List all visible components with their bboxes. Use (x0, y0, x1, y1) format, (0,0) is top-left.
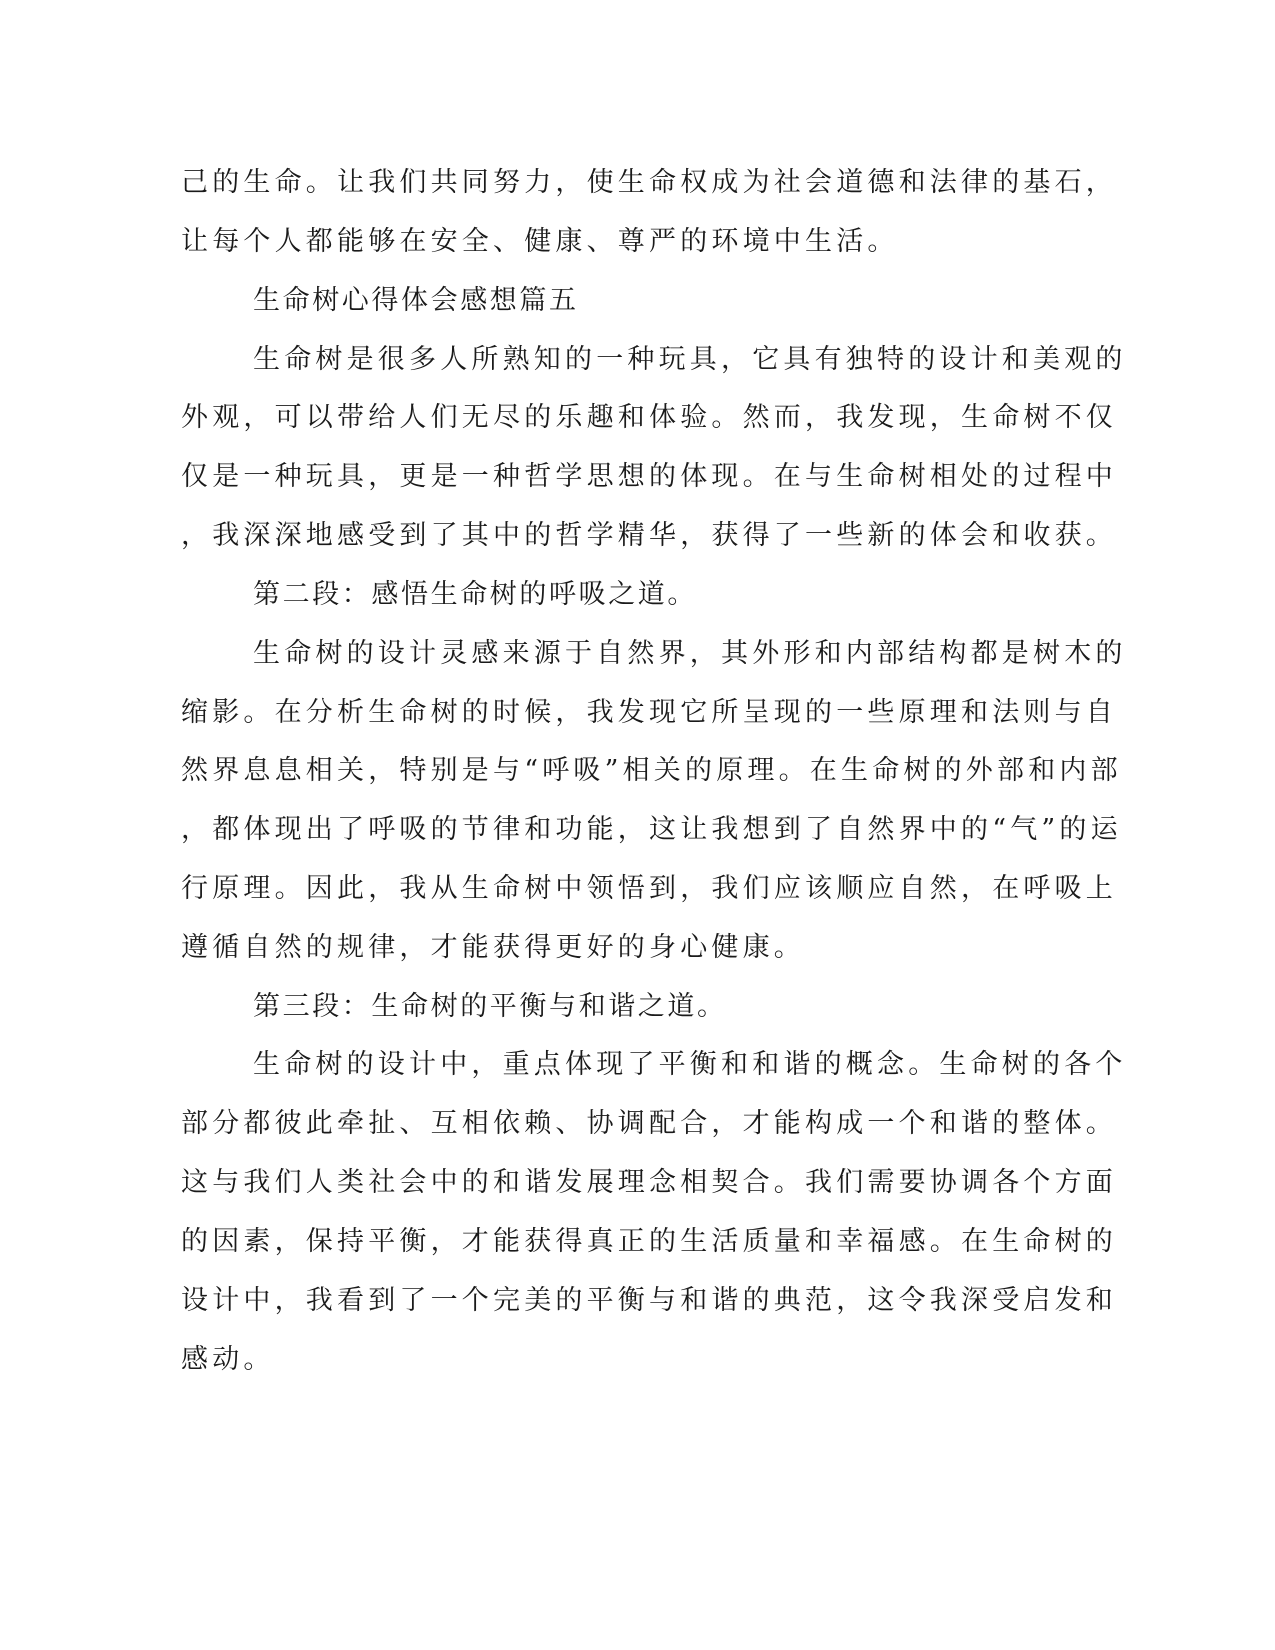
text-line: 感动。 (181, 1344, 275, 1375)
text-line: 生命树的设计灵感来源于自然界，其外形和内部结构都是树木的 (253, 638, 1127, 669)
text-line: ，都体现出了呼吸的节律和功能，这让我想到了自然界中的“气”的运 (181, 814, 1122, 845)
text-line: 然界息息相关，特别是与“呼吸”相关的原理。在生命树的外部和内部 (181, 755, 1122, 786)
text-line: ，我深深地感受到了其中的哲学精华，获得了一些新的体会和收获。 (181, 520, 1117, 551)
text-line: 设计中，我看到了一个完美的平衡与和谐的典范，这令我深受启发和 (181, 1285, 1117, 1316)
text-line: 遵循自然的规律，才能获得更好的身心健康。 (181, 932, 805, 963)
text-line: 让每个人都能够在安全、健康、尊严的环境中生活。 (181, 226, 899, 257)
text-line: 仅是一种玩具，更是一种哲学思想的体现。在与生命树相处的过程中 (181, 461, 1117, 492)
paragraph-heading: 第三段：生命树的平衡与和谐之道。 (253, 991, 727, 1022)
text-line: 生命树是很多人所熟知的一种玩具，它具有独特的设计和美观的 (253, 344, 1127, 375)
text-line: 的因素，保持平衡，才能获得真正的生活质量和幸福感。在生命树的 (181, 1226, 1117, 1257)
text-line: 外观，可以带给人们无尽的乐趣和体验。然而，我发现，生命树不仅 (181, 402, 1117, 433)
text-line: 缩影。在分析生命树的时候，我发现它所呈现的一些原理和法则与自 (181, 697, 1117, 728)
paragraph-heading: 第二段：感悟生命树的呼吸之道。 (253, 579, 697, 610)
section-title: 生命树心得体会感想篇五 (253, 285, 579, 316)
text-line: 这与我们人类社会中的和谐发展理念相契合。我们需要协调各个方面 (181, 1167, 1117, 1198)
text-line: 生命树的设计中，重点体现了平衡和和谐的概念。生命树的各个 (253, 1049, 1127, 1080)
text-line: 己的生命。让我们共同努力，使生命权成为社会道德和法律的基石， (181, 167, 1117, 198)
text-line: 部分都彼此牵扯、互相依赖、协调配合，才能构成一个和谐的整体。 (181, 1108, 1117, 1139)
text-line: 行原理。因此，我从生命树中领悟到，我们应该顺应自然，在呼吸上 (181, 873, 1117, 904)
